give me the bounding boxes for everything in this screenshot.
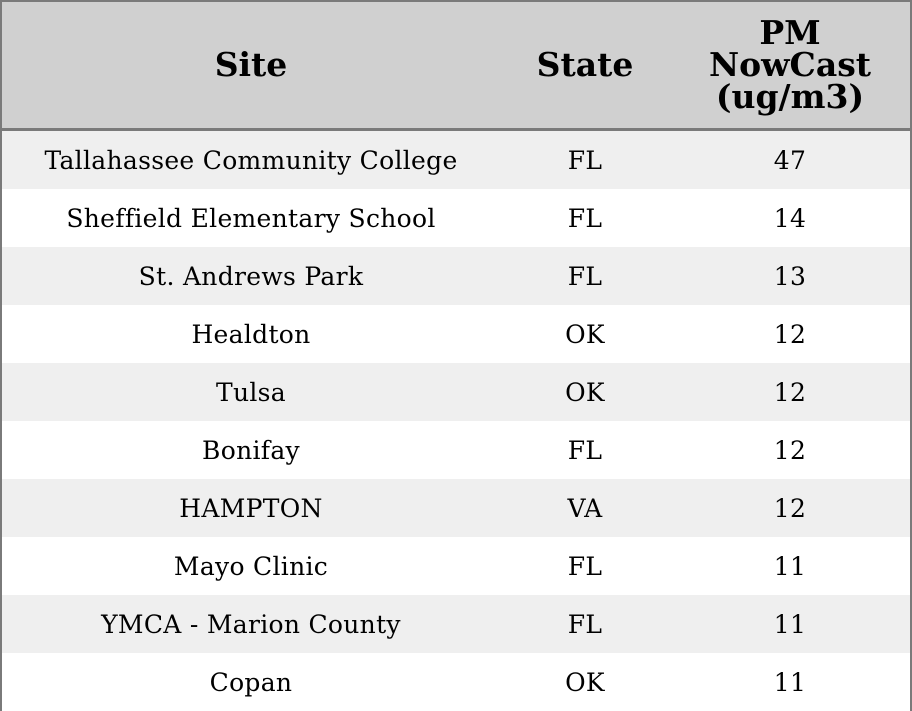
- table-row: [2, 653, 910, 711]
- site-cell: Sheffield Elementary School: [2, 189, 500, 247]
- table-row: [2, 363, 910, 421]
- pm-value-cell: 13: [670, 247, 910, 305]
- site-cell: Bonifay: [2, 421, 500, 479]
- site-cell: Copan: [2, 653, 500, 711]
- state-cell: OK: [500, 305, 670, 363]
- table-row: [2, 479, 910, 537]
- data-table: [2, 2, 910, 711]
- column-header-pm-nowcast: [670, 2, 910, 130]
- state-cell: FL: [500, 247, 670, 305]
- header-row: [2, 2, 910, 130]
- pm-value-cell: 47: [670, 130, 910, 190]
- table-row: [2, 247, 910, 305]
- column-header-state: State: [500, 2, 670, 130]
- pm-value-cell: 12: [670, 305, 910, 363]
- state-cell: FL: [500, 595, 670, 653]
- table-row: [2, 305, 910, 363]
- site-cell: Healdton: [2, 305, 500, 363]
- state-cell: FL: [500, 189, 670, 247]
- state-cell: FL: [500, 130, 670, 190]
- state-cell: OK: [500, 363, 670, 421]
- table-body: [2, 130, 910, 711]
- pm-value-cell: 11: [670, 537, 910, 595]
- state-cell: VA: [500, 479, 670, 537]
- site-cell: HAMPTON: [2, 479, 500, 537]
- column-header-pm-nowcast-label: PM NowCast (ug/m3): [708, 13, 872, 116]
- table-row: [2, 595, 910, 653]
- state-cell: FL: [500, 421, 670, 479]
- table-row: [2, 537, 910, 595]
- pm-value-cell: 12: [670, 479, 910, 537]
- pm-value-cell: 11: [670, 595, 910, 653]
- table-header: [2, 2, 910, 130]
- table-row: [2, 130, 910, 190]
- column-header-site: Site: [2, 2, 500, 130]
- site-cell: St. Andrews Park: [2, 247, 500, 305]
- site-cell: YMCA - Marion County: [2, 595, 500, 653]
- site-cell: Tulsa: [2, 363, 500, 421]
- pm-value-cell: 12: [670, 421, 910, 479]
- site-cell: Tallahassee Community College: [2, 130, 500, 190]
- state-cell: OK: [500, 653, 670, 711]
- table-row: [2, 421, 910, 479]
- pm-value-cell: 11: [670, 653, 910, 711]
- site-cell: Mayo Clinic: [2, 537, 500, 595]
- pm-value-cell: 12: [670, 363, 910, 421]
- state-cell: FL: [500, 537, 670, 595]
- pm-value-cell: 14: [670, 189, 910, 247]
- table-row: [2, 189, 910, 247]
